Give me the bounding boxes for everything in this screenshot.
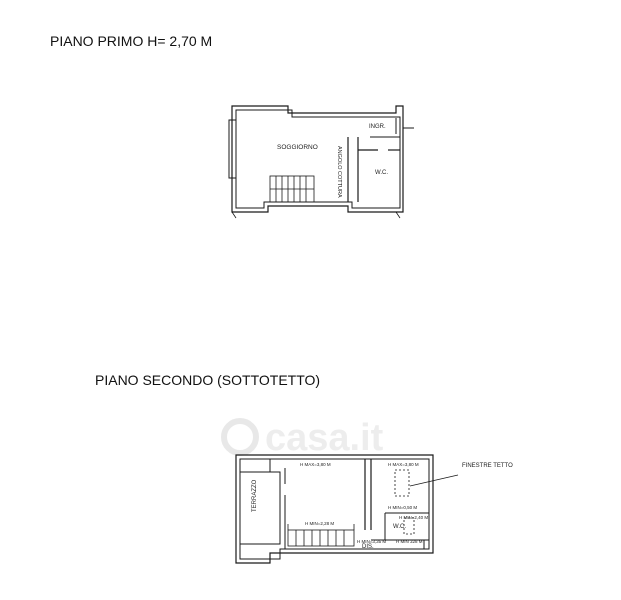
room-terrazzo: TERRAZZO xyxy=(252,479,258,512)
floor-1-plan xyxy=(229,106,414,218)
height-label: H MIN 328 M xyxy=(396,539,423,544)
room-ingresso: INGR. xyxy=(369,124,386,130)
room-soggiorno: SOGGIORNO xyxy=(277,144,318,151)
floor-1-title: PIANO PRIMO H= 2,70 M xyxy=(50,33,213,49)
height-label: H MAX=3,80 M xyxy=(388,462,419,467)
watermark xyxy=(224,417,384,459)
height-label: H MIN=2,40 M xyxy=(399,515,429,520)
room-wc: W.C. xyxy=(375,170,388,176)
label-finestre-tetto: FINESTRE TETTO xyxy=(462,463,513,469)
floor-2-title: PIANO SECONDO (SOTTOTETTO) xyxy=(95,372,321,388)
height-label: H MAX=3,80 M xyxy=(300,462,331,467)
height-label: H MIN=2,28 M xyxy=(305,521,335,526)
height-label: H MIN=3,35 M xyxy=(357,539,387,544)
floor-2-stair xyxy=(288,524,354,546)
floor-2-plan xyxy=(236,455,458,563)
watermark-text: casa.it xyxy=(265,417,384,459)
room-angolo-cottura: ANGOLO COTTURA xyxy=(336,146,342,198)
room-dis: DIS. xyxy=(362,544,374,550)
roof-window-1 xyxy=(395,470,409,496)
room-wc-2: W.C. xyxy=(393,524,406,530)
watermark-logo-icon xyxy=(224,421,256,453)
roof-window-leader xyxy=(410,475,458,486)
floor-1-outer-wall xyxy=(232,106,403,212)
height-label: H MIN=0,50 M xyxy=(388,505,418,510)
floor-1-stair xyxy=(270,176,314,202)
floor-2-labels xyxy=(252,462,513,550)
terrace xyxy=(240,472,280,544)
